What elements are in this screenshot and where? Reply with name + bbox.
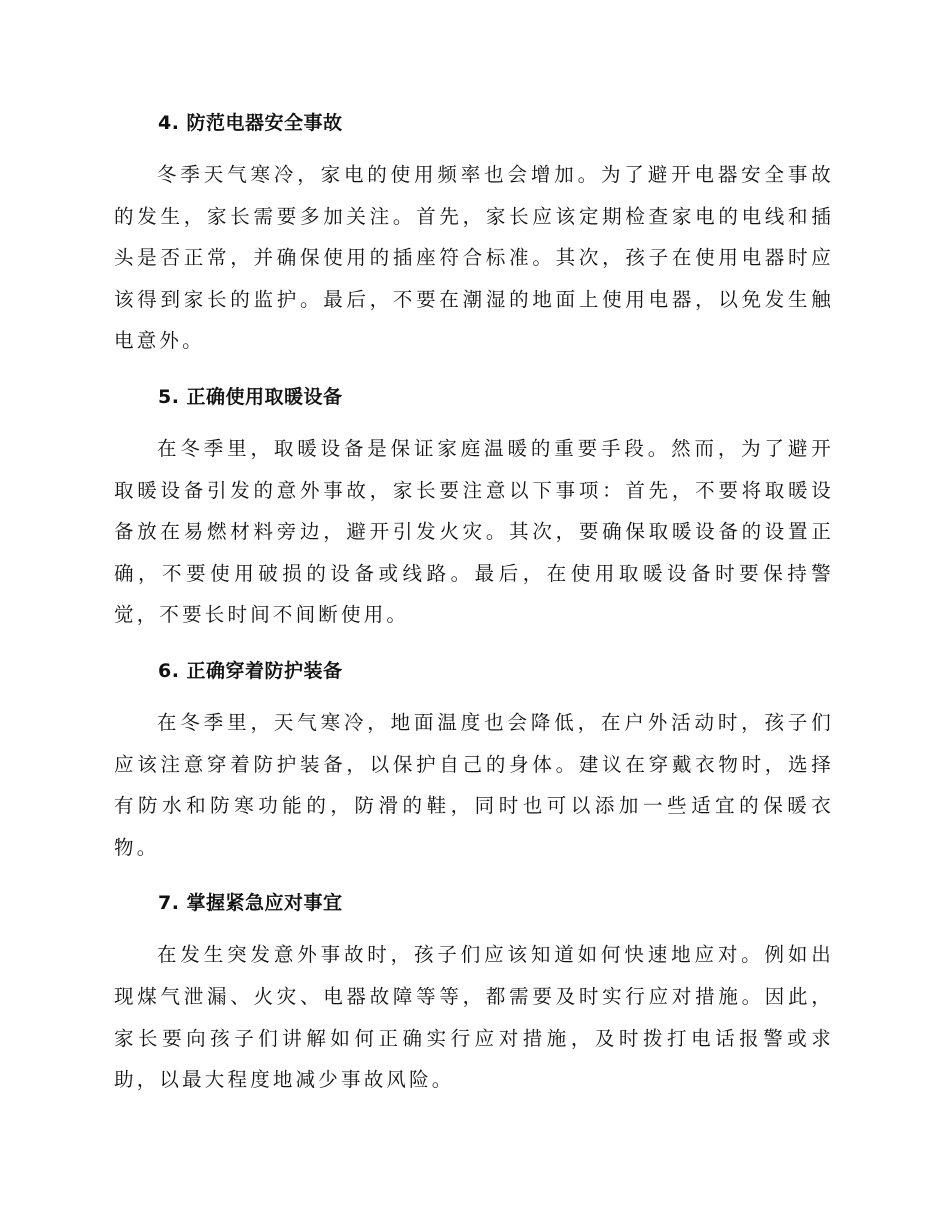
section-paragraph: 冬季天气寒冷，家电的使用频率也会增加。为了避开电器安全事故的发生，家长需要多加关注。首先，家长应该定期检查家电的电线和插头是否正常，并确保使用的插座符合标准。其次，孩子在使用电器时应该得到家长的监护。最后，不要在潮湿的地面上使用电器，以免发生触电意外。 [114, 163, 834, 353]
section-heading: 6. 正确穿着防护装备 [158, 659, 343, 682]
section-heading: 5. 正确使用取暖设备 [158, 385, 343, 408]
section-protective-gear [114, 656, 834, 868]
section-heading: 7. 掌握紧急应对事宜 [158, 892, 343, 915]
section-paragraph: 在冬季里，取暖设备是保证家庭温暖的重要手段。然而，为了避开取暖设备引发的意外事故，家长要注意以下事项：首先，不要将取暖设备放在易燃材料旁边，避开引发火灾。其次，要确保取暖设备的设置正确，不要使用破损的设备或线路。最后，在使用取暖设备时要保持警觉，不要长时间不间断使用。 [114, 436, 834, 627]
section-emergency-response [114, 888, 834, 1100]
section-electrical-safety [114, 108, 834, 362]
section-heating-equipment [114, 382, 834, 636]
section-paragraph: 在发生突发意外事故时，孩子们应该知道如何快速地应对。例如出现煤气泄漏、火灾、电器故障等等，都需要及时实行应对措施。因此，家长要向孩子们讲解如何正确实行应对措施，及时拨打电话报警或求助，以最大程度地减少事故风险。 [114, 943, 834, 1092]
section-heading: 4. 防范电器安全事故 [158, 112, 343, 134]
section-paragraph: 在冬季里，天气寒冷，地面温度也会降低，在户外活动时，孩子们应该注意穿着防护装备，以保护自己的身体。建议在穿戴衣物时，选择有防水和防寒功能的，防滑的鞋，同时也可以添加一些适宜的保暖衣物。 [114, 710, 834, 859]
